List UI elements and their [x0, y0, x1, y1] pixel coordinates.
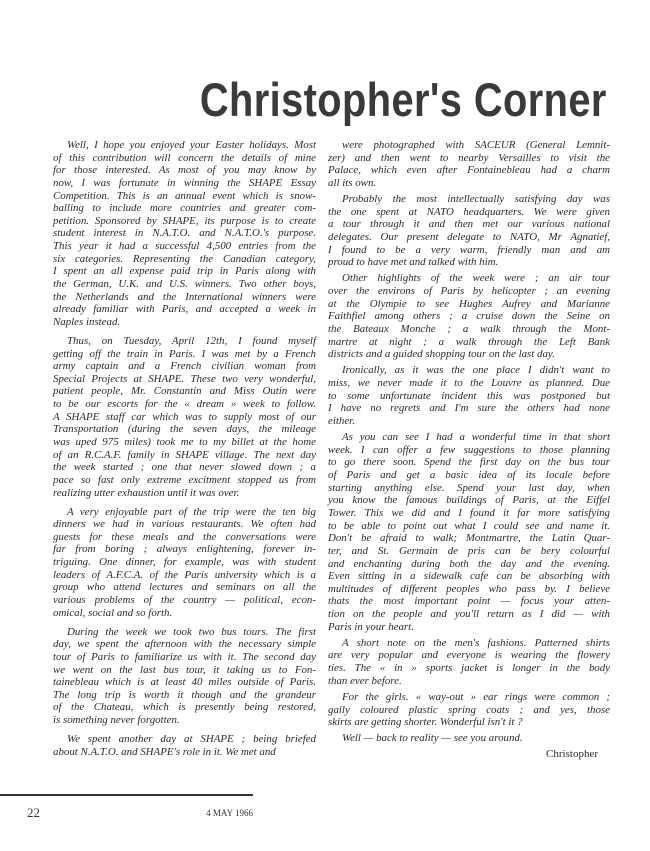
text-line: I found to be a very warm, friendly man and am — [328, 243, 610, 256]
article-column-right — [328, 139, 610, 761]
text-line: day, we spent the afternoon with the necessary simple — [53, 638, 316, 651]
text-line: Special Projects at SHAPE. These two very wonderful, — [53, 372, 316, 385]
text-line: thats the most important point — focus your atten- — [328, 595, 610, 608]
text-line: far from boring ; always enlightening, forever in- — [53, 543, 316, 556]
text-line: over the environs of Paris by helicopter ; an evening — [328, 285, 610, 298]
text-line: delegates. Our present delegate to NATO, Mr Agnatief, — [328, 230, 610, 243]
text-line: petition. Sponsored by SHAPE, its purpose is to create — [53, 214, 316, 227]
text-line: Well, I hope you enjoyed your Easter holidays. Most — [67, 139, 316, 151]
text-line: leaders of A.F.C.A. of the Paris university which is a — [53, 568, 316, 581]
text-line: for those interested. As most of you may know by — [53, 164, 316, 177]
paragraph — [328, 637, 610, 688]
text-line: and enchanting during both the day and the evening. — [328, 557, 610, 570]
text-line: are very popular and everyone is wearing the flowery — [328, 649, 610, 662]
text-line: to go there soon. Spend the first day on the bus tour — [328, 456, 610, 469]
text-line: multitudes of different peoples who pass by. I believe — [328, 582, 610, 595]
text-line: balling to include more countries and greater com- — [53, 202, 316, 215]
text-line: Tower. This we did and I found it far more satisfying — [328, 506, 610, 519]
text-line: Faithfiel among others ; a cruise down the Seine on — [328, 310, 610, 323]
text-line: army captain and a French civilian woman from — [53, 360, 316, 373]
issue-date: 4 MAY 1966 — [206, 808, 253, 818]
paragraph — [328, 732, 610, 745]
text-line: ties. The « in » sports jacket is longer in the body — [328, 662, 610, 675]
text-line: gaily coloured plastic spring coats ; and yes, those — [328, 703, 610, 716]
text-line: Transportation (during the seven days, the mileage — [53, 423, 316, 436]
text-line: dinners we had in various restaurants. We often had — [53, 518, 316, 531]
paragraph — [328, 431, 610, 633]
text-line: you know the famous buildings of Paris, at the Eiffel — [328, 494, 610, 507]
text-line: the Bateaux Monche ; a walk through the Mont- — [328, 322, 610, 335]
text-line: the Netherlands and the International winners were — [53, 290, 316, 303]
text-line: than ever before. — [328, 674, 402, 687]
text-line: at the Olympie to see Hughes Aufrey and Marianne — [328, 297, 610, 310]
text-line: omical, social and so forth. — [53, 606, 173, 619]
text-line: realizing utter exhaustion until it was over. — [53, 486, 240, 499]
text-line: A short note on the men's fashions. Patterned shirts — [342, 636, 610, 649]
text-line: For the girls. « way-out » ear rings were common ; — [342, 690, 610, 703]
text-line: Ironically, as it was the one place I didn't want to — [342, 364, 610, 377]
text-line: tion on the people and you'll return as I did — with — [328, 608, 610, 621]
text-line: to be able to point out what I could see and name it. — [328, 519, 610, 532]
text-line: already familiar with Paris, and accepted a week in — [53, 303, 316, 316]
text-line: ter, and St. Germain de pris can be bery colourful — [328, 544, 610, 557]
text-line: Even sitting in a sidewalk cafe can be absorbing with — [328, 570, 610, 583]
paragraph — [328, 364, 610, 427]
text-line: about N.A.T.O. and SHAPE's role in it. We met and — [53, 745, 276, 758]
text-line: zer) and then went to nearby Versailles to visit the — [328, 151, 610, 164]
text-line: patient people, Mr. Constantin and Miss Outin were — [53, 385, 316, 398]
paragraph — [53, 139, 316, 329]
text-line: triguing. One dinner, for example, was with student — [53, 556, 316, 569]
text-line: I have no regrets and I'm sure the others had none — [328, 402, 610, 415]
text-line: getting off the train in Paris. I was met by a French — [53, 347, 316, 360]
text-line: tainebleau which is at least 40 miles outside of Paris. — [53, 676, 316, 689]
text-line: now, I was fortunate in winning the SHAPE Essay — [53, 176, 316, 189]
paragraph — [328, 139, 610, 190]
text-line: Don't be afraid to walk; Montmartre, the Latin Quar- — [328, 532, 610, 545]
author-signature: Christopher — [546, 748, 598, 761]
text-line: tour of Paris to familiarize us with it. The second day — [53, 650, 316, 663]
text-line: Other highlights of the week were ; an air tour — [342, 272, 610, 285]
text-line: A very enjoyable part of the trip were the ten big — [67, 505, 316, 518]
paragraph — [328, 272, 610, 360]
text-line: all its own. — [328, 176, 377, 189]
text-line: We spent another day at SHAPE ; being briefed — [67, 733, 316, 746]
text-line: This year it had a successful 4,500 entries from the — [53, 240, 316, 253]
text-line: As you can see I had a wonderful time in that short — [342, 431, 610, 444]
text-line: of an R.C.A.F. family in SHAPE village. The next day — [53, 448, 316, 461]
article-column-left — [53, 139, 316, 765]
text-line: Competition. This is an annual event which is snow- — [53, 189, 316, 202]
paragraph — [53, 506, 316, 620]
text-line: the one spent at NATO headquarters. We were given — [328, 205, 610, 218]
article-title-text: Christopher's Corner — [200, 73, 607, 126]
text-line: the German, U.K. and U.S. winners. Two other boys, — [53, 278, 316, 291]
text-line: proud to have met and talked with him. — [328, 256, 499, 269]
text-line: Naples instead. — [53, 315, 121, 328]
text-line: A SHAPE staff car which was to supply most of our — [53, 410, 316, 423]
text-line: Paris in your heart. — [328, 620, 414, 633]
page-number: 22 — [27, 805, 40, 820]
text-line: martre at night ; a walk through the Left Bank — [328, 335, 610, 348]
text-line: of Paris and get a basic idea of its locale before — [328, 469, 610, 482]
text-line: Well — back to reality — see you around. — [342, 732, 523, 745]
text-line: starting anything else. Spend your last day, when — [328, 481, 610, 494]
text-line: guests for these meals and the conversations were — [53, 530, 316, 543]
text-line: is something never forgotten. — [53, 714, 180, 727]
text-line: student interest in N.A.T.O. and N.A.T.O.'s purpose. — [53, 227, 316, 240]
text-line: group who attend lectures and seminars on all the — [53, 581, 316, 594]
text-line: six categories. Representing the Canadian category, — [53, 252, 316, 265]
text-line: districts and a guided shopping tour on the last day. — [328, 348, 555, 361]
text-line: pace so fast only extreme excitment stopped us from — [53, 473, 316, 486]
text-line: of this contribution will concern the details of mine — [53, 151, 316, 164]
text-line: During the week we took two bus tours. The first — [67, 625, 316, 638]
paragraph — [53, 335, 316, 499]
footer-rule — [0, 794, 253, 796]
text-line: the week started ; one that never slowed down ; a — [53, 461, 316, 474]
text-line: Thus, on Tuesday, April 12th, I found myself — [67, 334, 316, 347]
text-line: I spent an all expense paid trip in Paris along with — [53, 265, 316, 278]
text-line: were photographed with SACEUR (General Lemnit- — [342, 139, 610, 151]
text-line: week. I can offer a few suggestions to those planning — [328, 443, 610, 456]
text-line: Palace, which even after Fontainebleau had a charm — [328, 164, 610, 177]
paragraph — [328, 691, 610, 729]
text-line: of the Chateau, which is presently being restored, — [53, 701, 316, 714]
text-line: various problems of the country — political, econ- — [53, 594, 316, 607]
text-line: to some unfortunate incident this was postponed but — [328, 389, 610, 402]
text-line: we went on the last bus tour, it taking us to Fon- — [53, 663, 316, 676]
text-line: skirts are getting shorter. Wonderful isn't it ? — [328, 716, 523, 729]
paragraph — [328, 193, 610, 269]
text-line: either. — [328, 414, 355, 427]
paragraph — [53, 733, 316, 758]
text-line: a tour through it and then met our various national — [328, 218, 610, 231]
text-line: Probably the most intellectually satisfying day was — [342, 193, 610, 206]
paragraph — [53, 626, 316, 727]
article-title — [200, 72, 607, 128]
text-line: was uped 975 miles) took me to my billet at the home — [53, 436, 316, 449]
text-line: The long trip is worth it though and the grandeur — [53, 688, 316, 701]
text-line: miss, we never made it to the Louvre as planned. Due — [328, 377, 610, 390]
text-line: to be our escorts for the « dream » week to follow. — [53, 398, 316, 411]
